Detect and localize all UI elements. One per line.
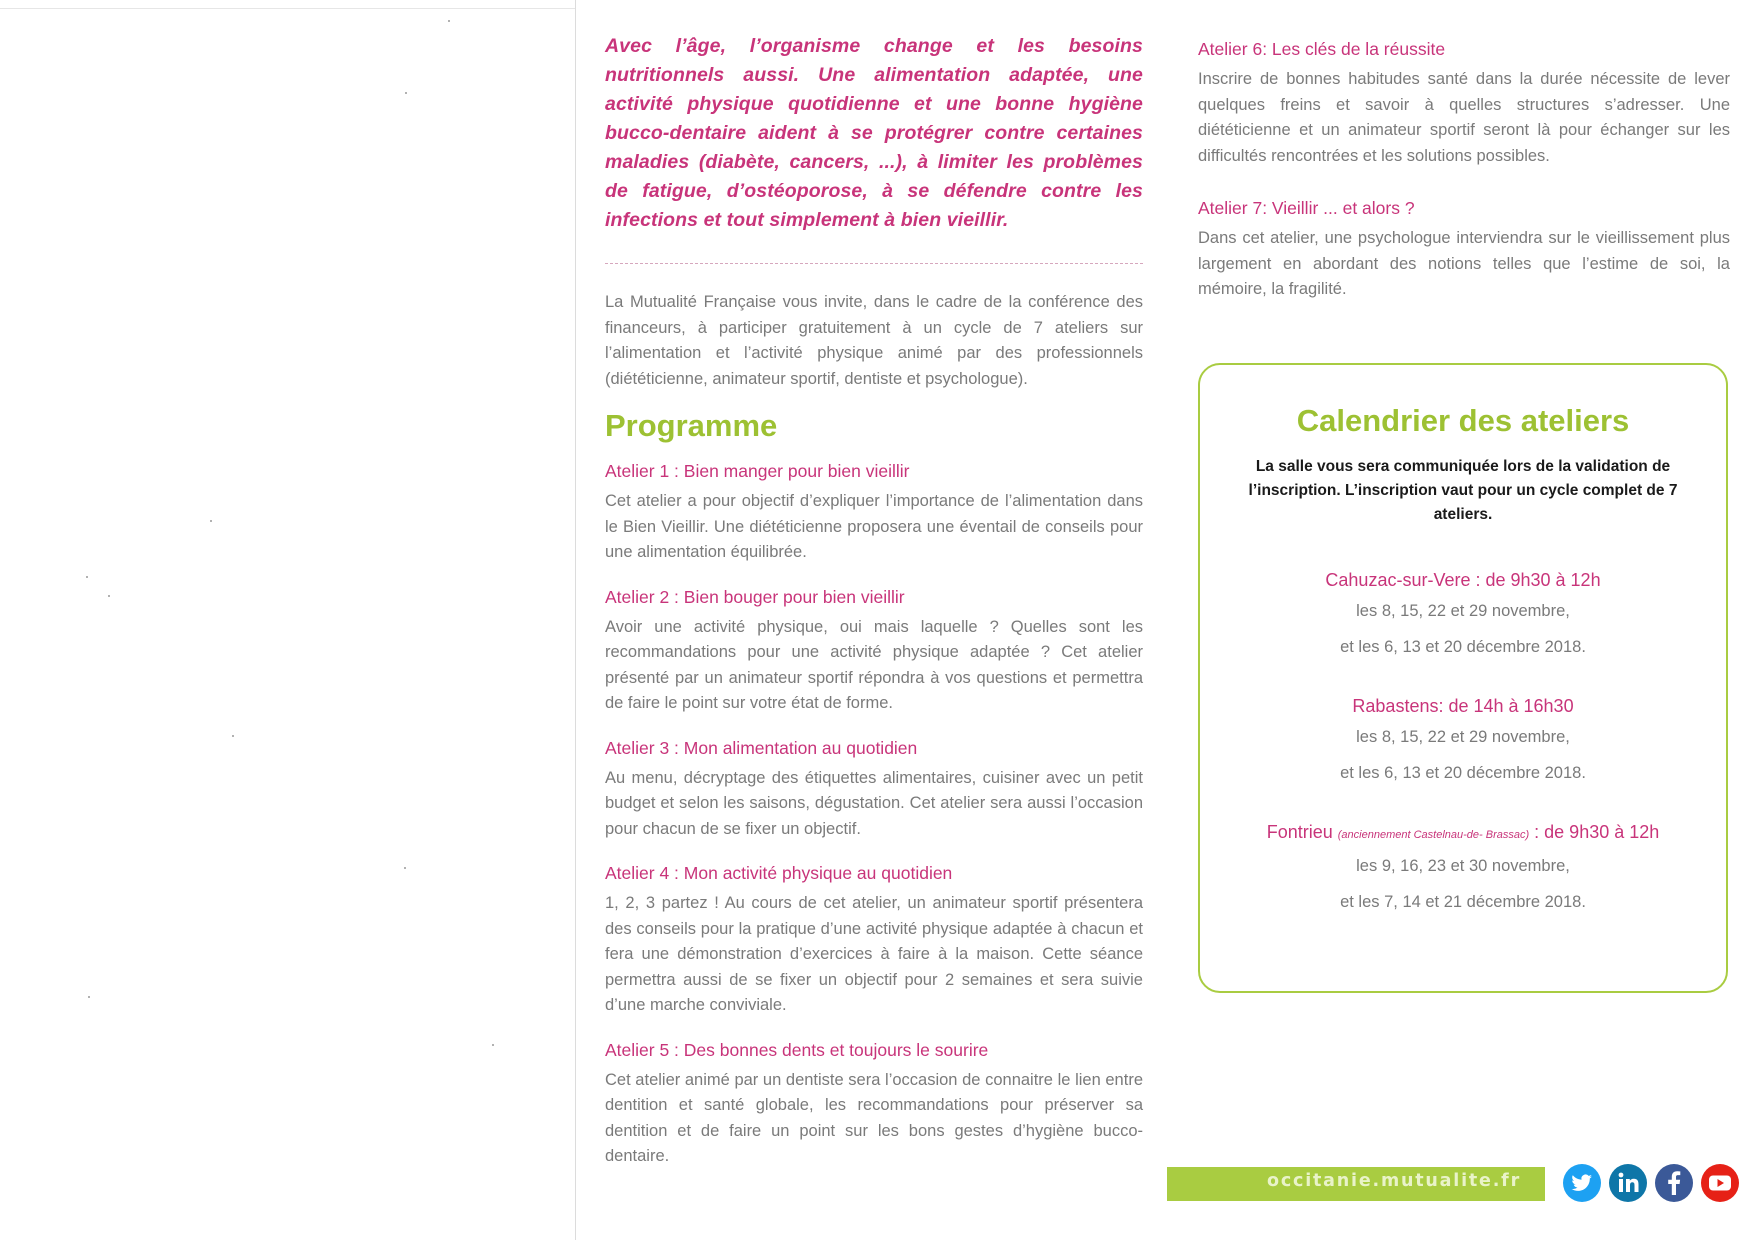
atelier-title: Atelier 7: Vieillir ... et alors ? [1198, 198, 1415, 218]
venue-dates-november: les 9, 16, 23 et 30 novembre, [1356, 857, 1570, 875]
dashed-divider [605, 263, 1143, 264]
venue-name-main: Fontrieu [1266, 822, 1333, 842]
scan-speck [404, 867, 406, 869]
venue-name [1200, 819, 1726, 848]
atelier-title: Atelier 4 : Mon activité physique au quotidien [605, 863, 953, 883]
scan-speck [88, 996, 90, 998]
venue-fontrieu [1200, 819, 1726, 920]
linkedin-icon[interactable] [1608, 1163, 1648, 1203]
atelier-5 [605, 1037, 1143, 1170]
atelier-description: Inscrire de bonnes habitudes santé dans la durée nécessite de lever quelques freins et savoir à quelles structures s’adresser. Une diététicienne et un animateur sportif seront là pour échanger sur les difficultés rencontrées et les solutions possibles. [1198, 70, 1730, 165]
atelier-title: Atelier 5 : Des bonnes dents et toujours le sourire [605, 1039, 989, 1060]
atelier-description: 1, 2, 3 partez ! Au cours de cet atelier, un animateur sportif présentera des conseils pour la pratique d’une activité physique adaptée à chacun et fera une démonstration d’exercices à faire à la maison. Cette séance permettra aussi de se fixer un objectif pour 2 semaines et sera suivie d’une marche conviviale. [605, 894, 1143, 1014]
calendar-box [1198, 363, 1728, 993]
right-column [1198, 36, 1730, 329]
main-column [605, 32, 1143, 1188]
venue-cahuzac [1200, 567, 1726, 665]
atelier-description: Cet atelier animé par un dentiste sera l’occasion de connaitre le lien entre dentition et santé globale, les recommandations pour préserver sa dentition et de faire un point sur les bons gestes d’hygiène bucco-dentaire. [605, 1070, 1143, 1165]
atelier-title: Atelier 2 : Bien bouger pour bien vieillir [605, 586, 905, 607]
atelier-title: Atelier 6: Les clés de la réussite [1198, 39, 1446, 59]
venue-rabastens [1200, 693, 1726, 791]
website-banner[interactable] [1167, 1167, 1545, 1201]
facebook-icon[interactable] [1654, 1163, 1694, 1203]
invitation-paragraph: La Mutualité Française vous invite, dans le cadre de la conférence des financeurs, à participer gratuitement à un cycle de 7 ateliers sur l’alimentation et l’activité physique animé par des professionnels (diététicienne, animateur sportif, dentiste et psychologue). [605, 293, 1143, 388]
venue-former-name: (anciennement Castelnau-de- Brassac) [1337, 829, 1530, 841]
venue-dates-december: et les 6, 13 et 20 décembre 2018. [1340, 638, 1586, 656]
scan-speck [232, 735, 234, 737]
atelier-6 [1198, 36, 1730, 169]
programme-heading: Programme [605, 408, 778, 443]
left-panel-edge [0, 8, 575, 9]
venue-dates-december: et les 6, 13 et 20 décembre 2018. [1340, 764, 1586, 782]
intro-paragraph: Avec l’âge, l’organisme change et les besoins nutritionnels aussi. Une alimentation adaptée, une activité physique quotidienne et une bonne hygiène bucco-dentaire aident à se protégrer contre certaines maladies (diabète, cancers, ...), à limiter les problèmes de fatigue, d’ostéoporose, à se défendre contre les infections et tout simplement à bien vieillir. [605, 35, 1143, 231]
atelier-description: Cet atelier a pour objectif d’expliquer l’importance de l’alimentation dans le Bien Vieillir. Une diététicienne proposera une éventail de conseils pour une alimentation équilibrée. [605, 492, 1143, 561]
website-link[interactable]: occitanie.mutualite.fr [1267, 1171, 1521, 1191]
atelier-title: Atelier 3 : Mon alimentation au quotidien [605, 737, 918, 758]
venue-name: Cahuzac-sur-Vere : de 9h30 à 12h [1325, 570, 1601, 590]
venue-dates-december: et les 7, 14 et 21 décembre 2018. [1340, 893, 1586, 911]
atelier-2 [605, 584, 1143, 717]
atelier-description: Dans cet atelier, une psychologue interviendra sur le vieillissement plus largement en abordant des notions telles que l’estime de soi, la mémoire, la fragilité. [1198, 229, 1730, 298]
scan-speck [210, 520, 212, 522]
atelier-description: Au menu, décryptage des étiquettes alimentaires, cuisiner avec un petit budget et selon les saisons, dégustation. Cet atelier sera aussi l’occasion pour chacun de se fixer un objectif. [605, 768, 1143, 838]
atelier-7 [1198, 195, 1730, 303]
scan-speck [405, 92, 407, 94]
calendar-title: Calendrier des ateliers [1296, 403, 1630, 438]
scan-speck [492, 1044, 494, 1046]
atelier-3 [605, 735, 1143, 843]
calendar-note: La salle vous sera communiquée lors de la validation de l’inscription. L’inscription vaut pour un cycle complet de 7 ateliers. [1248, 458, 1678, 523]
atelier-4 [605, 860, 1143, 1019]
venue-time: : de 9h30 à 12h [1534, 822, 1660, 842]
atelier-title: Atelier 1 : Bien manger pour bien vieillir [605, 461, 910, 481]
twitter-icon[interactable] [1562, 1163, 1602, 1203]
atelier-description: Avoir une activité physique, oui mais laquelle ? Quelles sont les recommandations pour une activité physique adaptée ? Cet atelier présenté par un animateur sportif répondra à vos questions et permettra de faire le point sur votre état de forme. [605, 617, 1143, 712]
venue-name: Rabastens: de 14h à 16h30 [1352, 696, 1574, 716]
atelier-1 [605, 458, 1143, 566]
fold-line [575, 0, 576, 1240]
scan-speck [86, 576, 88, 578]
venue-dates-november: les 8, 15, 22 et 29 novembre, [1356, 602, 1570, 620]
venue-dates-november: les 8, 15, 22 et 29 novembre, [1356, 728, 1570, 746]
scan-speck [448, 20, 450, 22]
youtube-icon[interactable] [1700, 1163, 1740, 1203]
scan-speck [108, 595, 110, 597]
